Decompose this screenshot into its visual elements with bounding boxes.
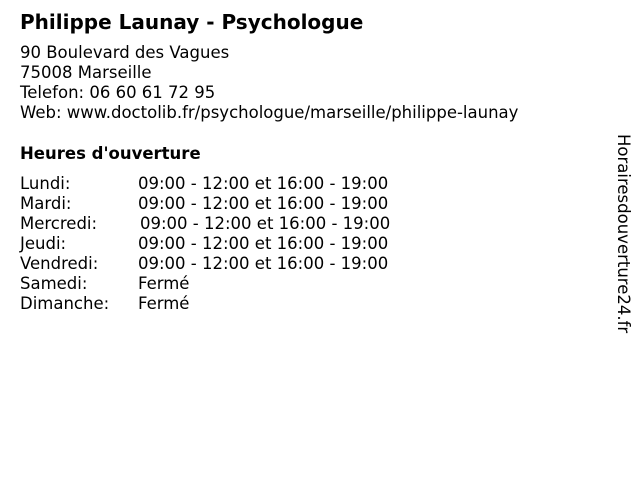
day-label: Samedi: xyxy=(20,274,88,293)
address-city: 75008 Marseille xyxy=(20,63,152,82)
day-label: Mercredi: xyxy=(20,214,98,233)
day-label: Mardi: xyxy=(20,194,72,213)
contact-block xyxy=(20,43,518,123)
page-title: Philippe Launay - Psychologue xyxy=(20,10,364,34)
time-range: Fermé xyxy=(138,294,190,313)
time-range: 09:00 - 12:00 et 16:00 - 19:00 xyxy=(138,234,389,253)
day-label: Vendredi: xyxy=(20,254,99,273)
time-range: 09:00 - 12:00 et 16:00 - 19:00 xyxy=(138,174,389,193)
day-label: Lundi: xyxy=(20,174,71,193)
day-label: Jeudi: xyxy=(20,234,67,253)
day-label: Dimanche: xyxy=(20,294,110,313)
website-link[interactable]: Web: www.doctolib.fr/psychologue/marseille/philippe-launay xyxy=(20,103,519,122)
site-brand-vertical xyxy=(613,134,633,344)
site-brand-text: Horairesdouverture24.fr xyxy=(614,134,633,334)
address-street: 90 Boulevard des Vagues xyxy=(20,43,230,62)
time-range: Fermé xyxy=(138,274,190,293)
opening-hours-heading: Heures d'ouverture xyxy=(20,144,201,163)
phone-number[interactable]: Telefon: 06 60 61 72 95 xyxy=(20,83,216,102)
time-range: 09:00 - 12:00 et 16:00 - 19:00 xyxy=(138,194,389,213)
time-range: 09:00 - 12:00 et 16:00 - 19:00 xyxy=(138,254,389,273)
time-range: 09:00 - 12:00 et 16:00 - 19:00 xyxy=(140,214,391,233)
